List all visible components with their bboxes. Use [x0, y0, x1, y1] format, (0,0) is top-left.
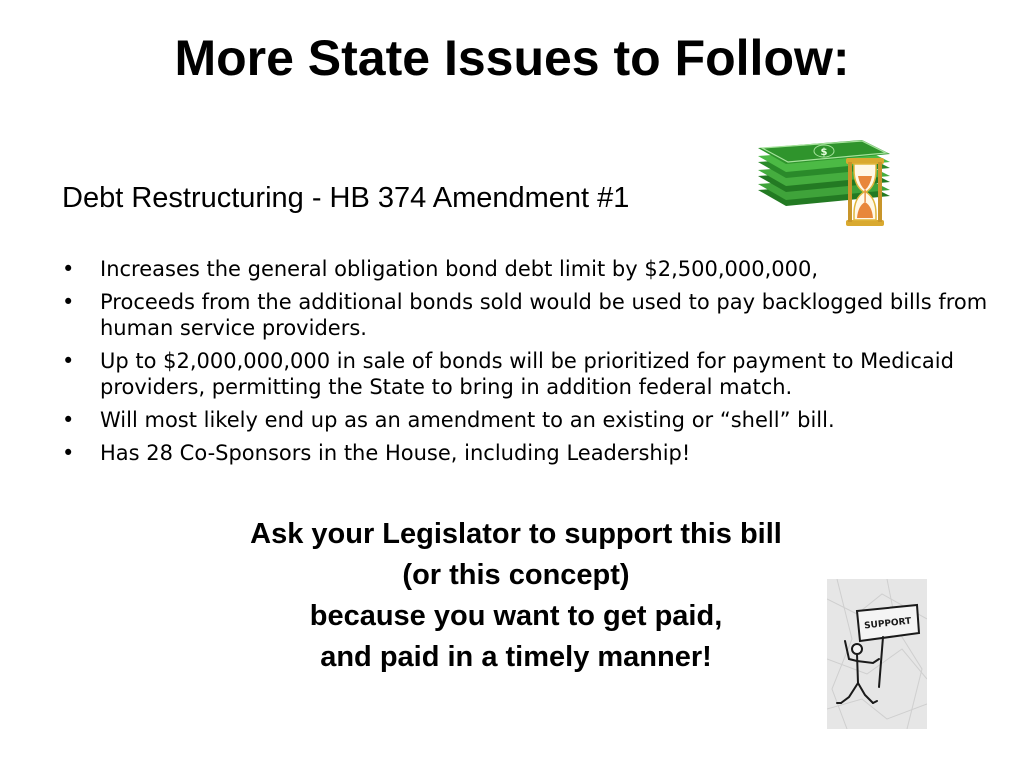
bullet-marker: •	[62, 257, 75, 281]
call-to-action-line: (or this concept)	[402, 559, 630, 591]
bullet-text: Has 28 Co-Sponsors in the House, including Leadership!	[100, 441, 691, 465]
slide-subtitle: Debt Restructuring - HB 374 Amendment #1	[62, 182, 630, 214]
list-item	[62, 289, 992, 341]
bullet-text: Increases the general obligation bond debt limit by $2,500,000,000,	[100, 257, 819, 281]
hourglass-icon	[846, 158, 884, 226]
svg-text:SUPPORT: SUPPORT	[863, 616, 912, 632]
bullet-marker: •	[62, 408, 75, 432]
stick-figure-support-sign-icon	[827, 579, 927, 729]
money-hourglass-icon	[752, 134, 894, 230]
list-item	[62, 256, 992, 282]
list-item	[62, 348, 992, 400]
list-item	[62, 440, 992, 466]
bullet-marker: •	[62, 290, 75, 314]
slide-title: More State Issues to Follow:	[174, 30, 850, 86]
bullet-list	[62, 256, 992, 473]
svg-text:$: $	[820, 147, 828, 158]
bullet-marker: •	[62, 441, 75, 465]
call-to-action-line: because you want to get paid,	[309, 600, 723, 632]
call-to-action-line: and paid in a timely manner!	[320, 641, 712, 673]
bullet-marker: •	[62, 349, 75, 373]
bullet-text: Will most likely end up as an amendment to an existing or “shell” bill.	[100, 408, 835, 432]
call-to-action-line: Ask your Legislator to support this bill	[250, 518, 782, 550]
bullet-text: Proceeds from the additional bonds sold would be used to pay backlogged bills from human service providers.	[100, 290, 988, 340]
list-item	[62, 407, 992, 433]
bullet-text: Up to $2,000,000,000 in sale of bonds will be prioritized for payment to Medicaid providers, permitting the State to bring in addition federal match.	[100, 349, 954, 399]
